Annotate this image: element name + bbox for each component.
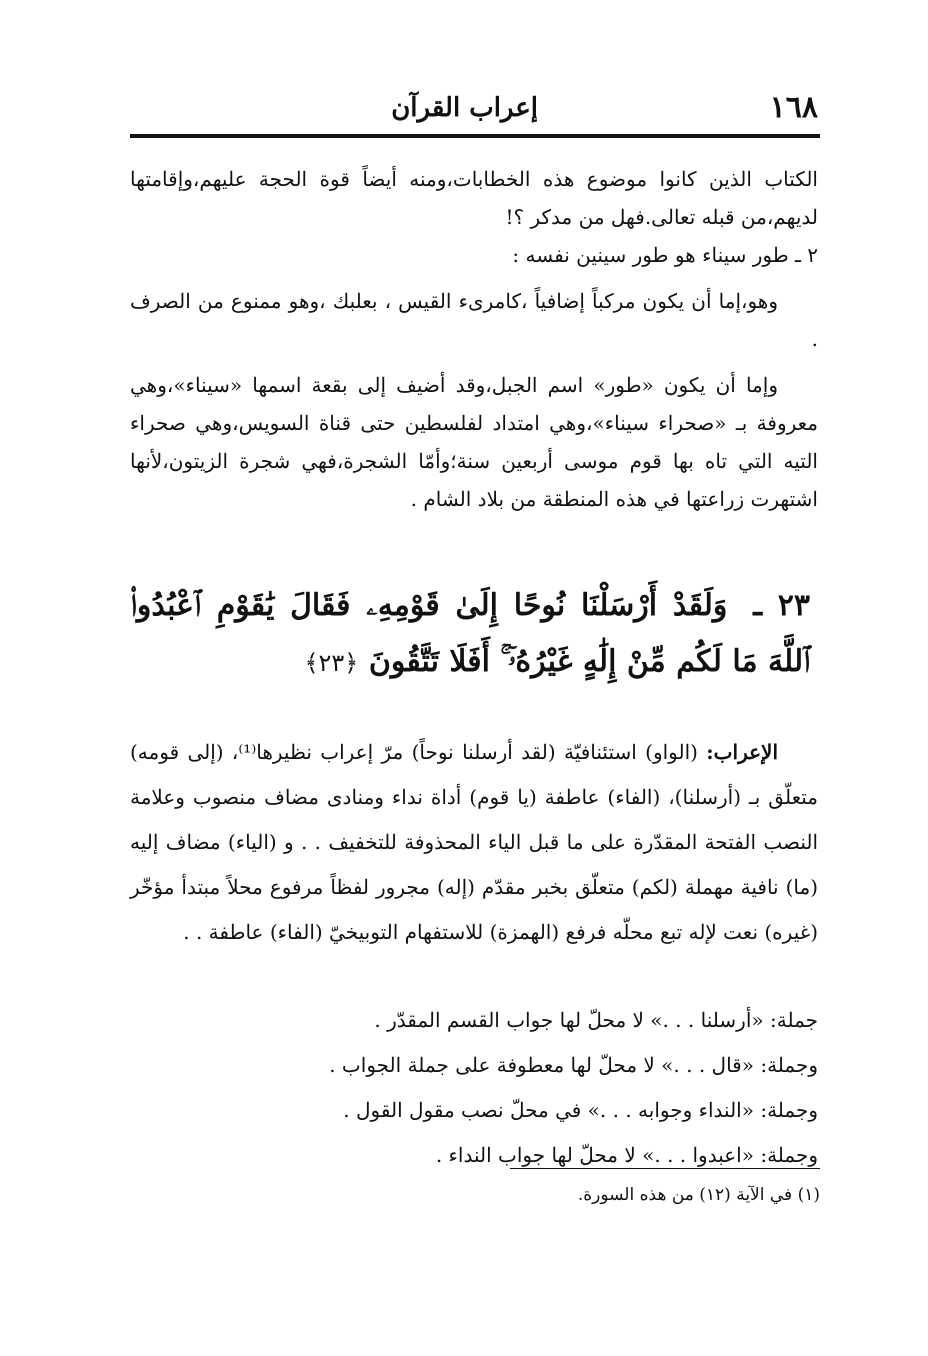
paragraph: وهو،إما أن يكون مركباً إضافياً ،كامرىء القيس ، بعلبك ،وهو ممنوع من الصرف . (130, 289, 818, 351)
numbered-heading: ٢ ـ طور سيناء هو طور سينين نفسه : (512, 243, 818, 267)
verse-text: وَلَقَدْ أَرْسَلْنَا نُوحًا إِلَىٰ قَوْمِهِۦ فَقَالَ يَٰقَوْمِ ٱعْبُدُوا۟ ٱللَّهَ مَا لَكُم مِّنْ إِلَٰهٍ غَيْرُهُۥٓ ۚ أَفَلَا تَتَّقُونَ (130, 588, 810, 679)
verse-number: ٢٣ ـ (753, 588, 810, 623)
sentence-line: جملة: «أرسلنا . . .» لا محلّ لها جواب القسم المقدّر . (374, 1008, 818, 1032)
sentence-line: وجملة: «النداء وجوابه . . .» في محلّ نصب مقول القول . (343, 1098, 818, 1122)
verse-end-marker: ﴿٢٣﴾ (304, 649, 359, 677)
page-number: ١٦٨ (769, 90, 818, 125)
page-header (128, 88, 818, 134)
quran-verse (130, 578, 810, 691)
sentence-analysis (218, 998, 818, 1178)
irab-text: (الواو) استئنافيّة (لقد أرسلنا نوحاً) مرّ إعراب نظيرها⁽¹⁾، (إلى قومه) متعلّق بـ (أرسلنا)، (الفاء) عاطفة (يا قوم) أداة نداء ومنادى مضاف منصوب وعلامة النصب الفتحة المقدّرة على ما قبل الياء المحذوفة للتخفيف . . و (الياء) مضاف إليه (ما) نافية مهملة (لكم) متعلّق بخبر مقدّم (إله) مجرور لفظاً مرفوع محلاً مبتدأ مؤخّر (غيره) نعت لإله تبع محلّه فرفع (الهمزة) للاستفهام التوبيخيّ (الفاء) عاطفة . . (130, 740, 818, 944)
footnote: (١) في الآية (١٢) من هذه السورة. (577, 1185, 820, 1205)
sentence-line: وجملة: «اعبدوا . . .» لا محلّ لها جواب النداء . (435, 1143, 818, 1167)
book-title: إعراب القرآن (391, 93, 538, 123)
irab-label: الإعراب: (706, 740, 778, 764)
commentary-text (130, 160, 818, 518)
paragraph: وإما أن يكون «طور» اسم الجبل،وقد أضيف إلى بقعة اسمها «سيناء»،وهي معروفة بـ «صحراء سيناء»،وهي امتداد لفلسطين حتى قناة السويس،وهي صحراء التيه التي تاه بها قوم موسى أربعين سنة؛وأمّا الشجرة،فهي شجرة الزيتون،لأنها اشتهرت زراعتها في هذه المنطقة من بلاد الشام . (130, 373, 818, 511)
header-rule (130, 134, 820, 138)
irab-section (130, 730, 818, 955)
sentence-line: وجملة: «قال . . .» لا محلّ لها معطوفة على جملة الجواب . (329, 1053, 818, 1077)
paragraph: الكتاب الذين كانوا موضوع هذه الخطابات،ومنه أيضاً قوة الحجة عليهم،وإقامتها لديهم،من قبله تعالى.فهل من مدكر ؟! (130, 167, 818, 229)
footnote-rule (510, 1168, 820, 1169)
